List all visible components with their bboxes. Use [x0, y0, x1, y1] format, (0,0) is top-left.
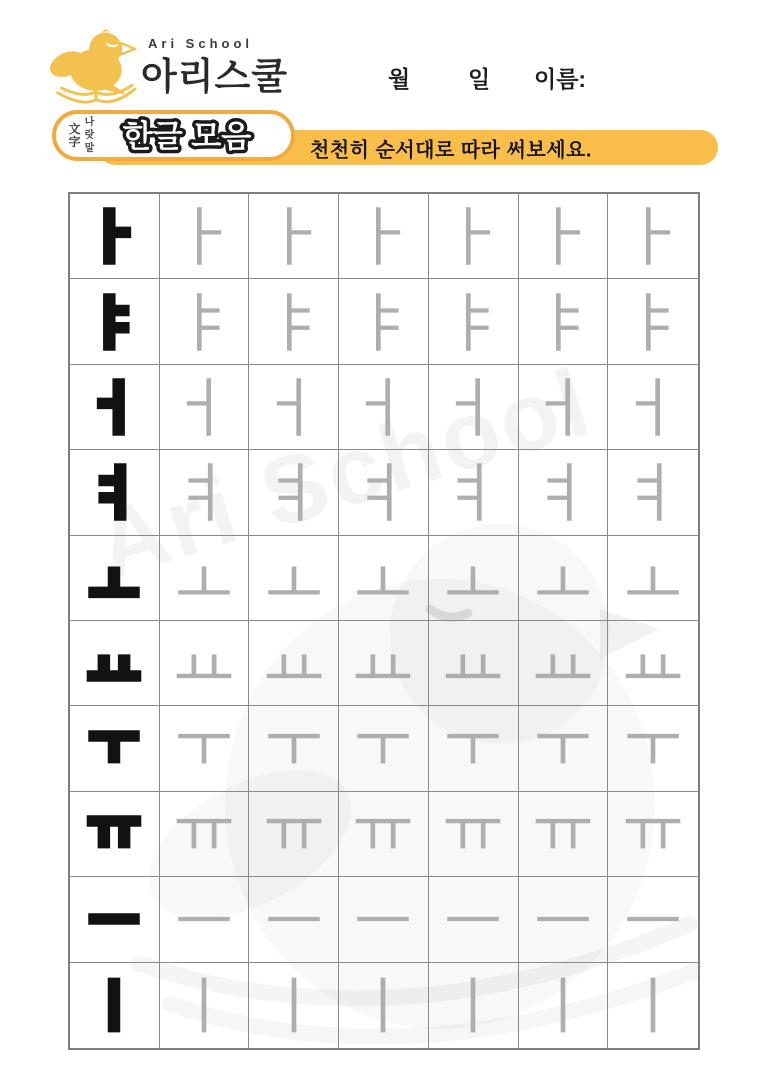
trace-vowel-glyph-ㅗ — [344, 542, 422, 614]
trace-vowel-glyph-ㅏ — [614, 200, 692, 272]
trace-vowel-glyph-ㅑ — [165, 286, 243, 358]
trace-vowel-glyph-ㅠ — [614, 798, 692, 870]
name-label: 이름: — [534, 66, 587, 92]
trace-vowel-glyph-ㅡ — [524, 883, 602, 955]
instruction-text: 천천히 순서대로 따라 써보세요. — [310, 139, 592, 161]
trace-vowel-glyph-ㅣ — [344, 969, 422, 1041]
trace-vowel-cell — [429, 706, 519, 791]
trace-vowel-cell — [608, 706, 698, 791]
trace-vowel-cell — [608, 450, 698, 535]
trace-vowel-cell — [160, 536, 250, 621]
trace-vowel-cell — [160, 792, 250, 877]
trace-vowel-glyph-ㅏ — [434, 200, 512, 272]
trace-vowel-glyph-ㅏ — [524, 200, 602, 272]
trace-vowel-cell — [160, 279, 250, 364]
trace-vowel-glyph-ㅕ — [165, 456, 243, 528]
trace-vowel-glyph-ㅑ — [255, 286, 333, 358]
trace-vowel-cell — [339, 450, 429, 535]
trace-vowel-glyph-ㅛ — [344, 627, 422, 699]
trace-vowel-cell — [249, 536, 339, 621]
trace-vowel-glyph-ㅣ — [255, 969, 333, 1041]
trace-vowel-cell — [608, 194, 698, 279]
trace-vowel-glyph-ㅣ — [524, 969, 602, 1041]
trace-vowel-cell — [429, 536, 519, 621]
model-vowel-cell — [70, 621, 160, 706]
trace-vowel-glyph-ㅠ — [165, 798, 243, 870]
trace-vowel-glyph-ㅠ — [344, 798, 422, 870]
trace-vowel-glyph-ㅜ — [255, 713, 333, 785]
trace-vowel-cell — [519, 365, 609, 450]
trace-vowel-glyph-ㅠ — [255, 798, 333, 870]
model-vowel-cell — [70, 536, 160, 621]
trace-vowel-glyph-ㅜ — [614, 713, 692, 785]
model-vowel-cell — [70, 706, 160, 791]
trace-vowel-glyph-ㅓ — [165, 371, 243, 443]
trace-vowel-glyph-ㅑ — [614, 286, 692, 358]
trace-vowel-cell — [249, 450, 339, 535]
trace-vowel-cell — [519, 279, 609, 364]
trace-vowel-glyph-ㅏ — [255, 200, 333, 272]
day-label: 일 — [468, 66, 491, 92]
trace-vowel-glyph-ㅓ — [614, 371, 692, 443]
trace-vowel-cell — [160, 450, 250, 535]
trace-vowel-cell — [160, 963, 250, 1048]
trace-vowel-glyph-ㅑ — [344, 286, 422, 358]
trace-vowel-cell — [339, 365, 429, 450]
trace-vowel-cell — [339, 194, 429, 279]
model-vowel-cell — [70, 194, 160, 279]
trace-vowel-cell — [429, 365, 519, 450]
trace-vowel-cell — [429, 194, 519, 279]
trace-vowel-cell — [608, 536, 698, 621]
trace-vowel-cell — [339, 963, 429, 1048]
model-vowel-cell — [70, 279, 160, 364]
trace-vowel-glyph-ㅣ — [434, 969, 512, 1041]
trace-vowel-glyph-ㅠ — [524, 798, 602, 870]
trace-vowel-cell — [608, 792, 698, 877]
month-label: 월 — [388, 66, 411, 92]
trace-vowel-cell — [160, 706, 250, 791]
trace-vowel-glyph-ㅡ — [255, 883, 333, 955]
trace-vowel-cell — [519, 621, 609, 706]
title-badge — [52, 110, 295, 161]
watermark-text: Ari School — [84, 348, 604, 600]
trace-vowel-cell — [608, 963, 698, 1048]
worksheet-title — [102, 115, 272, 157]
trace-vowel-glyph-ㅗ — [524, 542, 602, 614]
trace-vowel-cell — [249, 963, 339, 1048]
trace-vowel-glyph-ㅛ — [524, 627, 602, 699]
trace-vowel-glyph-ㅓ — [255, 371, 333, 443]
model-vowel-glyph-ㅕ — [75, 456, 153, 528]
model-vowel-cell — [70, 877, 160, 962]
model-vowel-glyph-ㅣ — [75, 969, 153, 1041]
model-vowel-glyph-ㅓ — [75, 371, 153, 443]
trace-vowel-glyph-ㅛ — [165, 627, 243, 699]
trace-vowel-glyph-ㅕ — [344, 456, 422, 528]
vowel-practice-grid — [68, 192, 700, 1050]
trace-vowel-glyph-ㅜ — [165, 713, 243, 785]
model-vowel-glyph-ㅑ — [75, 286, 153, 358]
logo-school-name-kr: 아리스쿨 — [141, 56, 288, 97]
trace-vowel-glyph-ㅗ — [165, 542, 243, 614]
trace-vowel-cell — [249, 877, 339, 962]
trace-vowel-glyph-ㅣ — [614, 969, 692, 1041]
trace-vowel-cell — [519, 536, 609, 621]
trace-vowel-cell — [249, 365, 339, 450]
trace-vowel-glyph-ㅗ — [434, 542, 512, 614]
trace-vowel-glyph-ㅛ — [614, 627, 692, 699]
model-vowel-cell — [70, 450, 160, 535]
trace-vowel-cell — [249, 706, 339, 791]
hunminjeongeum-stamp-icon — [68, 116, 95, 155]
model-vowel-cell — [70, 792, 160, 877]
trace-vowel-glyph-ㅡ — [434, 883, 512, 955]
trace-vowel-cell — [249, 279, 339, 364]
trace-vowel-cell — [519, 450, 609, 535]
trace-vowel-glyph-ㅑ — [524, 286, 602, 358]
trace-vowel-cell — [519, 963, 609, 1048]
trace-vowel-glyph-ㅕ — [255, 456, 333, 528]
trace-vowel-cell — [429, 877, 519, 962]
trace-vowel-glyph-ㅏ — [344, 200, 422, 272]
trace-vowel-cell — [608, 877, 698, 962]
worksheet-title-text: 한글 모음 — [122, 118, 252, 154]
trace-vowel-glyph-ㅡ — [344, 883, 422, 955]
trace-vowel-glyph-ㅜ — [524, 713, 602, 785]
stamp-hanja-column: 文字 — [68, 121, 81, 149]
model-vowel-glyph-ㅗ — [75, 542, 153, 614]
trace-vowel-cell — [519, 194, 609, 279]
trace-vowel-glyph-ㅗ — [614, 542, 692, 614]
trace-vowel-cell — [608, 621, 698, 706]
trace-vowel-glyph-ㅓ — [434, 371, 512, 443]
trace-vowel-cell — [249, 792, 339, 877]
trace-vowel-cell — [429, 279, 519, 364]
trace-vowel-cell — [519, 877, 609, 962]
trace-vowel-cell — [429, 450, 519, 535]
trace-vowel-glyph-ㅏ — [165, 200, 243, 272]
trace-vowel-glyph-ㅠ — [434, 798, 512, 870]
trace-vowel-glyph-ㅛ — [255, 627, 333, 699]
model-vowel-glyph-ㅠ — [75, 798, 153, 870]
trace-vowel-cell — [249, 194, 339, 279]
trace-vowel-glyph-ㅕ — [614, 456, 692, 528]
trace-vowel-glyph-ㅜ — [344, 713, 422, 785]
model-vowel-glyph-ㅡ — [75, 883, 153, 955]
trace-vowel-glyph-ㅗ — [255, 542, 333, 614]
trace-vowel-cell — [339, 621, 429, 706]
trace-vowel-glyph-ㅡ — [165, 883, 243, 955]
trace-vowel-glyph-ㅓ — [344, 371, 422, 443]
trace-vowel-cell — [249, 621, 339, 706]
chick-logo-icon — [46, 24, 142, 110]
trace-vowel-glyph-ㅓ — [524, 371, 602, 443]
model-vowel-cell — [70, 365, 160, 450]
trace-vowel-glyph-ㅕ — [524, 456, 602, 528]
trace-vowel-cell — [429, 792, 519, 877]
trace-vowel-cell — [160, 621, 250, 706]
trace-vowel-cell — [160, 877, 250, 962]
trace-vowel-cell — [608, 279, 698, 364]
trace-vowel-glyph-ㅑ — [434, 286, 512, 358]
model-vowel-cell — [70, 963, 160, 1048]
trace-vowel-glyph-ㅜ — [434, 713, 512, 785]
trace-vowel-glyph-ㅕ — [434, 456, 512, 528]
trace-vowel-glyph-ㅣ — [165, 969, 243, 1041]
trace-vowel-cell — [339, 279, 429, 364]
trace-vowel-glyph-ㅛ — [434, 627, 512, 699]
trace-vowel-cell — [608, 365, 698, 450]
stamp-korean-column: 나랏말 — [84, 117, 95, 154]
trace-vowel-cell — [339, 706, 429, 791]
model-vowel-glyph-ㅛ — [75, 627, 153, 699]
logo-school-name-en: Ari School — [148, 36, 254, 51]
trace-vowel-cell — [429, 963, 519, 1048]
trace-vowel-cell — [160, 194, 250, 279]
trace-vowel-cell — [429, 621, 519, 706]
trace-vowel-cell — [519, 706, 609, 791]
trace-vowel-glyph-ㅡ — [614, 883, 692, 955]
trace-vowel-cell — [160, 365, 250, 450]
trace-vowel-cell — [519, 792, 609, 877]
trace-vowel-cell — [339, 792, 429, 877]
model-vowel-glyph-ㅜ — [75, 713, 153, 785]
model-vowel-glyph-ㅏ — [75, 200, 153, 272]
trace-vowel-cell — [339, 877, 429, 962]
trace-vowel-cell — [339, 536, 429, 621]
